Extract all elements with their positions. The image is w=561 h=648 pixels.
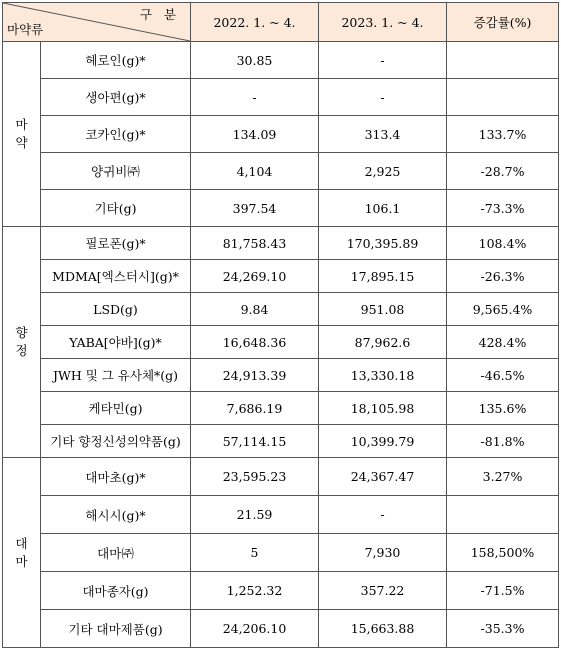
- value-2023-cell: 87,962.6: [319, 326, 447, 359]
- drug-name-cell: 헤로인(g)*: [41, 42, 191, 79]
- value-2022-cell: 24,269.10: [191, 260, 319, 293]
- table-row: [3, 190, 559, 227]
- value-2022-cell: 397.54: [191, 190, 319, 227]
- change-rate-cell: [447, 496, 559, 534]
- change-rate-cell: -73.3%: [447, 190, 559, 227]
- category-char: 마: [15, 117, 28, 132]
- value-2022-cell: 24,913.39: [191, 359, 319, 392]
- value-2023-cell: 10,399.79: [319, 425, 447, 458]
- category-char: 약: [15, 135, 28, 150]
- table-row: [3, 326, 559, 359]
- drug-name-cell: 대마종자(g): [41, 572, 191, 610]
- change-rate-cell: -26.3%: [447, 260, 559, 293]
- value-2023-cell: 170,395.89: [319, 227, 447, 260]
- table-row: [3, 293, 559, 326]
- drug-name-cell: 생아편(g)*: [41, 79, 191, 116]
- table-row: [3, 572, 559, 610]
- table-row: [3, 425, 559, 458]
- table-row: [3, 610, 559, 648]
- value-2022-cell: 4,104: [191, 153, 319, 190]
- category-char: 정: [15, 343, 28, 358]
- drug-name-cell: 기타 향정신성의약품(g): [41, 425, 191, 458]
- drug-name-cell: JWH 및 그 유사체*(g): [41, 359, 191, 392]
- value-2022-cell: -: [191, 79, 319, 116]
- value-2023-cell: 2,925: [319, 153, 447, 190]
- category-char: 향: [15, 325, 28, 340]
- category-char: 대: [15, 535, 28, 551]
- drug-name-cell: YABA[야바](g)*: [41, 326, 191, 359]
- drug-name-cell: MDMA[엑스터시](g)*: [41, 260, 191, 293]
- value-2023-cell: 24,367.47: [319, 458, 447, 496]
- drug-name-cell: 필로폰(g)*: [41, 227, 191, 260]
- header-diagonal-cell: [3, 3, 191, 42]
- change-rate-cell: -35.3%: [447, 610, 559, 648]
- change-rate-cell: 135.6%: [447, 392, 559, 425]
- category-cell: [3, 227, 41, 458]
- category-cell: [3, 458, 41, 648]
- change-rate-cell: 428.4%: [447, 326, 559, 359]
- value-2023-cell: 7,930: [319, 534, 447, 572]
- value-2022-cell: 21.59: [191, 496, 319, 534]
- header-2023: 2023. 1. ~ 4.: [319, 3, 447, 42]
- change-rate-cell: 9,565.4%: [447, 293, 559, 326]
- table-row: [3, 79, 559, 116]
- table-row: [3, 359, 559, 392]
- value-2023-cell: 313.4: [319, 116, 447, 153]
- value-2022-cell: 23,595.23: [191, 458, 319, 496]
- value-2023-cell: 951.08: [319, 293, 447, 326]
- table-row: [3, 496, 559, 534]
- drug-seizure-table: [2, 2, 559, 648]
- change-rate-cell: -28.7%: [447, 153, 559, 190]
- value-2022-cell: 5: [191, 534, 319, 572]
- value-2022-cell: 30.85: [191, 42, 319, 79]
- change-rate-cell: -46.5%: [447, 359, 559, 392]
- drug-name-cell: 기타 대마제품(g): [41, 610, 191, 648]
- change-rate-cell: 3.27%: [447, 458, 559, 496]
- drug-name-cell: 케타민(g): [41, 392, 191, 425]
- header-category-label: 구 분: [139, 7, 180, 22]
- table-body: [3, 42, 559, 648]
- table-row: [3, 534, 559, 572]
- drug-name-cell: 기타(g): [41, 190, 191, 227]
- category-cell: [3, 42, 41, 227]
- change-rate-cell: [447, 42, 559, 79]
- drug-seizure-table-container: [2, 2, 558, 642]
- value-2022-cell: 24,206.10: [191, 610, 319, 648]
- value-2022-cell: 7,686.19: [191, 392, 319, 425]
- value-2022-cell: 134.09: [191, 116, 319, 153]
- value-2023-cell: 15,663.88: [319, 610, 447, 648]
- drug-name-cell: 대마㈜: [41, 534, 191, 572]
- header-change: 증감률(%): [447, 3, 559, 42]
- change-rate-cell: 108.4%: [447, 227, 559, 260]
- drug-name-cell: 코카인(g)*: [41, 116, 191, 153]
- change-rate-cell: -71.5%: [447, 572, 559, 610]
- drug-name-cell: 대마초(g)*: [41, 458, 191, 496]
- value-2023-cell: 18,105.98: [319, 392, 447, 425]
- header-row: [3, 3, 559, 42]
- table-row: [3, 42, 559, 79]
- category-char: 마: [15, 553, 28, 569]
- table-row: [3, 260, 559, 293]
- drug-name-cell: 해시시(g)*: [41, 496, 191, 534]
- change-rate-cell: [447, 79, 559, 116]
- value-2023-cell: 357.22: [319, 572, 447, 610]
- change-rate-cell: 158,500%: [447, 534, 559, 572]
- change-rate-cell: 133.7%: [447, 116, 559, 153]
- drug-name-cell: LSD(g): [41, 293, 191, 326]
- value-2023-cell: -: [319, 42, 447, 79]
- value-2022-cell: 16,648.36: [191, 326, 319, 359]
- value-2022-cell: 1,252.32: [191, 572, 319, 610]
- value-2022-cell: 9.84: [191, 293, 319, 326]
- header-drug-type-label: 마약류: [7, 22, 44, 37]
- table-row: [3, 227, 559, 260]
- table-row: [3, 458, 559, 496]
- table-row: [3, 116, 559, 153]
- table-row: [3, 392, 559, 425]
- value-2023-cell: -: [319, 496, 447, 534]
- change-rate-cell: -81.8%: [447, 425, 559, 458]
- value-2023-cell: 17,895.15: [319, 260, 447, 293]
- header-2022: 2022. 1. ~ 4.: [191, 3, 319, 42]
- drug-name-cell: 양귀비㈜: [41, 153, 191, 190]
- table-row: [3, 153, 559, 190]
- value-2023-cell: 106.1: [319, 190, 447, 227]
- value-2023-cell: 13,330.18: [319, 359, 447, 392]
- value-2022-cell: 81,758.43: [191, 227, 319, 260]
- value-2023-cell: -: [319, 79, 447, 116]
- value-2022-cell: 57,114.15: [191, 425, 319, 458]
